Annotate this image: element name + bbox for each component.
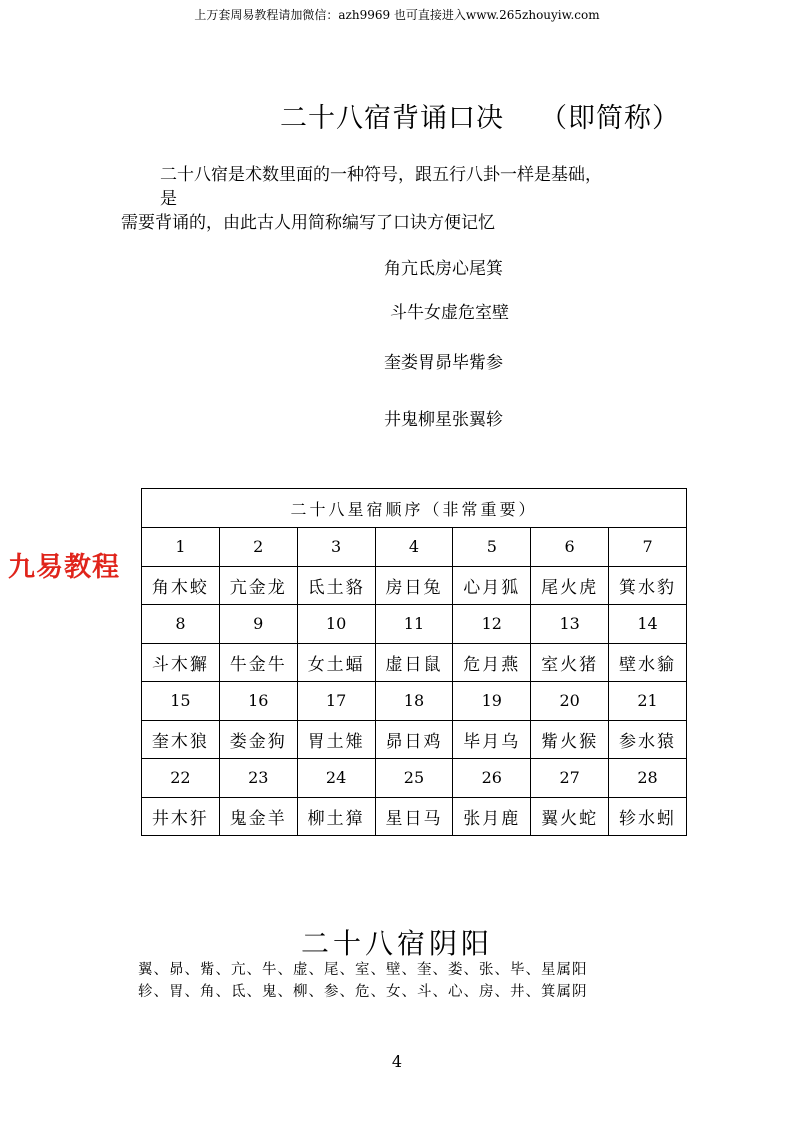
mnemonic-line-4: 井鬼柳星张翼轸 [384,410,503,430]
table-number-row [142,605,687,644]
mansion-number: 23 [219,759,297,798]
mansion-name: 箕水豹 [609,566,687,605]
page-number: 4 [391,1052,403,1071]
intro-line-1: 二十八宿是术数里面的一种符号，跟五行八卦一样是基础， [160,165,602,185]
mansion-name: 房日兔 [375,566,453,605]
mansion-name: 参水猿 [609,720,687,759]
intro-line-2: 需要背诵的，由此古人用简称编写了口诀方便记忆 [121,213,495,233]
mansion-name: 斗木獬 [142,643,220,682]
mansion-name: 壁水貐 [609,643,687,682]
mansion-name: 娄金狗 [219,720,297,759]
yang-line: 翼、昴、觜、亢、牛、虚、尾、室、壁、奎、娄、张、毕、星属阳 [138,962,588,978]
mansion-number: 1 [142,528,220,567]
mansion-name: 张月鹿 [453,797,531,836]
mansion-number: 15 [142,682,220,721]
mansion-number: 20 [531,682,609,721]
table-name-row [142,720,687,759]
mansion-name: 胃土雉 [297,720,375,759]
mansion-number: 25 [375,759,453,798]
mansion-number: 11 [375,605,453,644]
mansion-name: 毕月乌 [453,720,531,759]
table-header: 二十八星宿顺序（非常重要） [142,489,687,528]
table-header-row [142,489,687,528]
mansion-number: 13 [531,605,609,644]
mansion-number: 14 [609,605,687,644]
mansion-number: 19 [453,682,531,721]
mansion-number: 9 [219,605,297,644]
mansion-number: 24 [297,759,375,798]
table-number-row [142,759,687,798]
mansion-number: 3 [297,528,375,567]
mansion-name: 昴日鸡 [375,720,453,759]
mansion-number: 28 [609,759,687,798]
table-name-row [142,566,687,605]
mansion-number: 12 [453,605,531,644]
page-header: 上万套周易教程请加微信：azh9969 也可直接进入www.265zhouyiw.com [194,8,600,22]
table-name-row [142,797,687,836]
mansion-number: 21 [609,682,687,721]
mansion-name: 柳土獐 [297,797,375,836]
mansion-name: 虚日鼠 [375,643,453,682]
page-title [280,96,680,135]
watermark-logo: 九易教程 [8,552,120,583]
lunar-mansions-table [141,488,687,836]
mansion-number: 16 [219,682,297,721]
mansion-number: 7 [609,528,687,567]
mnemonic-line-1: 角亢氐房心尾箕 [384,259,503,279]
mansion-number: 22 [142,759,220,798]
yin-line: 轸、胃、角、氐、鬼、柳、参、危、女、斗、心、房、井、箕属阴 [138,984,588,1000]
mansion-name: 牛金牛 [219,643,297,682]
mansion-name: 室火猪 [531,643,609,682]
title-paren: （即简称） [540,103,680,134]
mansion-number: 4 [375,528,453,567]
mansion-number: 10 [297,605,375,644]
mnemonic-line-2: 斗牛女虚危室壁 [390,303,509,323]
table-name-row [142,643,687,682]
title-text: 二十八宿背诵口决 [280,103,504,134]
mansion-name: 星日马 [375,797,453,836]
mansion-name: 亢金龙 [219,566,297,605]
table-number-row [142,528,687,567]
mansion-name: 井木犴 [142,797,220,836]
mansion-number: 17 [297,682,375,721]
mansion-name: 轸水蚓 [609,797,687,836]
mansion-number: 26 [453,759,531,798]
mansion-name: 觜火猴 [531,720,609,759]
mansion-name: 翼火蛇 [531,797,609,836]
mansion-number: 5 [453,528,531,567]
intro-extra: 是 [160,189,177,209]
mansion-name: 心月狐 [453,566,531,605]
table-number-row [142,682,687,721]
mansion-number: 2 [219,528,297,567]
section2-title: 二十八宿阴阳 [300,927,493,960]
mansion-number: 8 [142,605,220,644]
mansion-name: 鬼金羊 [219,797,297,836]
mansion-name: 氐土貉 [297,566,375,605]
mansion-name: 尾火虎 [531,566,609,605]
mansion-name: 女土蝠 [297,643,375,682]
mansion-number: 6 [531,528,609,567]
mansion-name: 危月燕 [453,643,531,682]
mansion-number: 27 [531,759,609,798]
mansion-name: 角木蛟 [142,566,220,605]
mnemonic-line-3: 奎娄胃昴毕觜参 [384,353,503,373]
mansion-name: 奎木狼 [142,720,220,759]
mansion-number: 18 [375,682,453,721]
